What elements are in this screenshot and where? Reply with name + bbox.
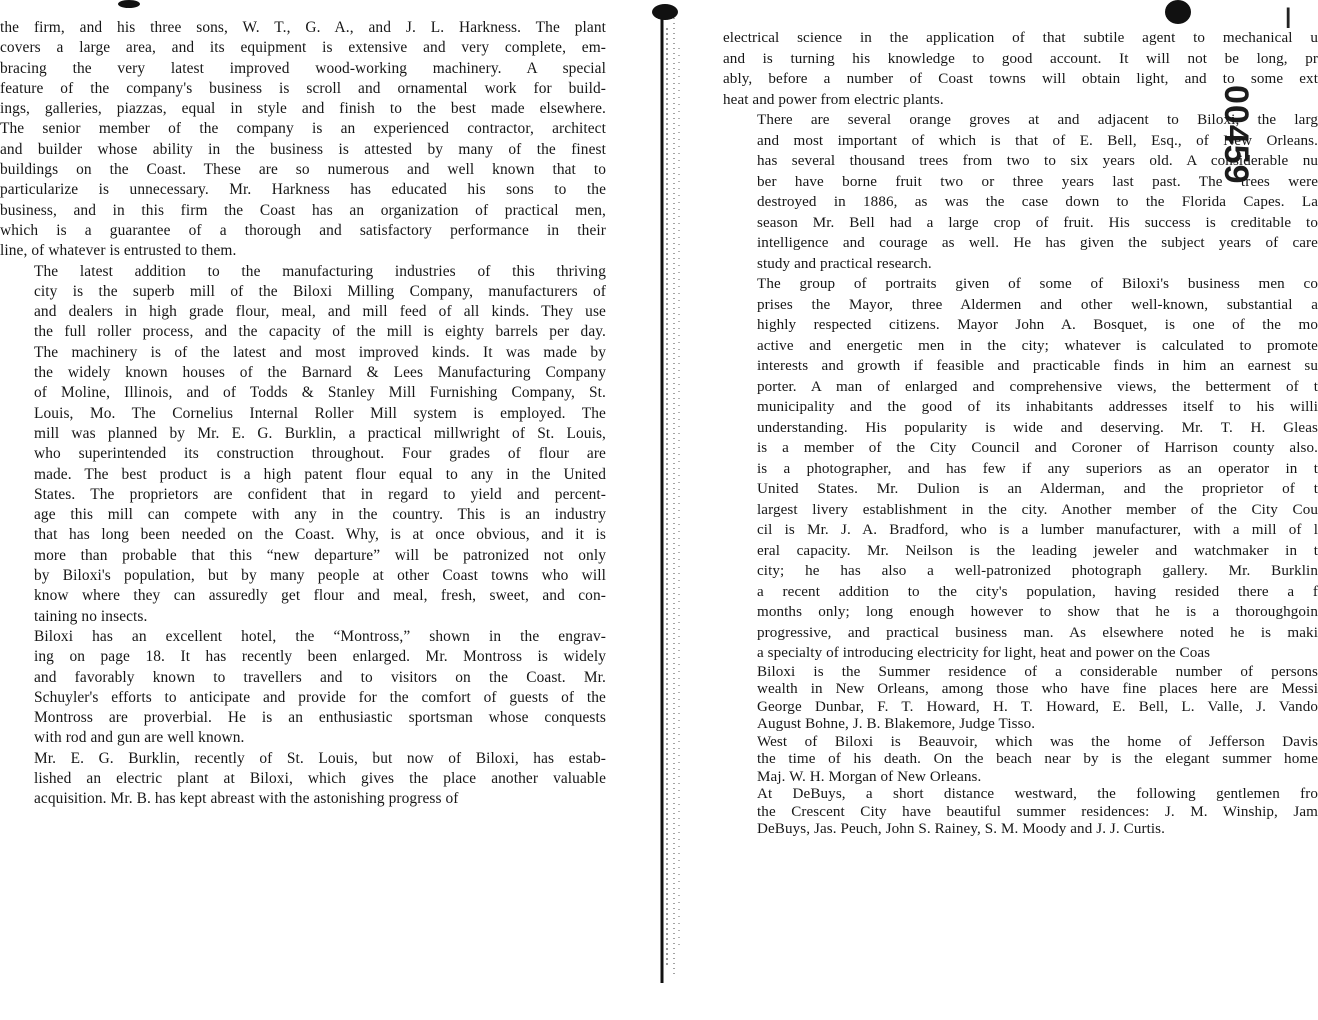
text-line: is a member of the City Council and Coroner of Harrison county also. [757,440,1318,456]
corner-mark: I [1284,2,1293,35]
text-line: largest livery establishment in the city. Another member of the City Cou [757,501,1318,518]
text-line: heat and power from electric plants. [723,91,944,108]
text-line: made. The best product is a high patent flour equal to any in the United [34,465,606,483]
right-text-column [723,28,1318,839]
text-line: progressive, and practical business man. As elsewhere noted he is maki [757,624,1318,641]
text-line: of Moline, Illinois, and of Todds & Stanley Mill Furnishing Company, St. [34,384,606,402]
text-line: The group of portraits given of some of Biloxi's business men co [757,276,1318,292]
text-line: city; he has also a well-patronized photograph gallery. Mr. Burklin [757,563,1318,579]
text-line: Mr. E. G. Burklin, recently of St. Louis, but now of Biloxi, has estab- [34,749,606,767]
text-line: prises the Mayor, three Aldermen and other well-known, substantial a [757,296,1318,313]
text-line: the time of his death. On the beach near by is the elegant summer home [757,751,1318,767]
ink-blot-top-left [118,0,140,8]
text-line: ing on page 18. It has recently been enlarged. Mr. Montross is widely [34,648,606,666]
left-text-column [0,18,606,810]
paragraph [0,627,606,749]
text-line: At DeBuys, a short distance westward, the following gentlemen fro [757,786,1318,802]
paragraph [0,262,606,627]
text-line: active and energetic men in the city; whatever is calculated to promote [757,337,1318,354]
text-line: Montross are proverbial. He is an enthusiastic sportsman whose conquests [34,709,606,727]
text-line: a specialty of introducing electricity for light, heat and power on the Coas [757,645,1211,661]
paragraph [723,734,1318,787]
text-line: porter. A man of enlarged and comprehensive views, the betterment of t [757,378,1318,395]
text-line: Schuyler's efforts to anticipate and provide for the comfort of guests of the [34,688,606,706]
paragraph [723,274,1318,664]
text-line: mill was planned by Mr. E. G. Burklin, a practical millwright of St. Louis, [34,424,606,442]
text-line: season Mr. Bell had a large crop of fruit. His success is creditable to [757,214,1318,231]
text-line: ably, before a number of Coast towns will obtain light, and to some ext [723,71,1318,87]
text-line: know where they can assuredly get flour and meal, fresh, sweet, and con- [34,587,606,605]
text-line: and is turning his knowledge to good account. It will not be long, pr [723,50,1318,67]
ink-blot-top-gutter [652,4,678,20]
paragraph [723,786,1318,839]
text-line: highly respected citizens. Mayor John A. Bosquet, is one of the mo [757,317,1318,333]
text-line: lished an electric plant at Biloxi, which gives the place another valuable [34,769,606,787]
text-line: George Dunbar, F. T. Howard, H. T. Howard, E. Bell, L. Valle, J. Vando [757,698,1318,715]
text-line: the firm, and his three sons, W. T., G. A., and J. L. Harkness. The plant [0,19,606,36]
text-line: age this mill can compete with any in the country. This is an industry [34,506,606,524]
text-line: who superintended its construction throughout. Four grades of flour are [34,445,606,463]
text-line: is a photographer, and has few if any superiors as an operator in t [757,460,1318,477]
text-line: electrical science in the application of that subtile agent to mechanical u [723,30,1318,46]
text-line: Maj. W. H. Morgan of New Orleans. [757,768,982,785]
text-line: study and practical research. [757,255,932,272]
text-line: which is a guarantee of a thorough and satisfactory performance in their [0,221,606,239]
text-line: wealth in New Orleans, among those who have fine places here are Messi [757,681,1318,697]
text-line: Biloxi is the Summer residence of a considerable number of persons [757,663,1318,680]
text-line: has several thousand trees from two to six years old. A considerable nu [757,153,1318,169]
text-line: destroyed in 1886, as was the case down to the Florida Capes. La [757,194,1318,210]
text-line: months only; long enough however to show that he is a thoroughgoin [757,604,1318,620]
text-line: The machinery is of the latest and most improved kinds. It was made by [34,343,606,361]
ink-blot-top-right [1165,0,1191,24]
text-line: business, and in this firm the Coast has an organization of practical men, [0,201,606,219]
text-line: ings, galleries, piazzas, equal in style and finish to the best made elsewhere. [0,100,606,118]
text-line: municipality and the good of its inhabitants addresses itself to his willi [757,399,1318,415]
text-line: eral capacity. Mr. Neilson is the leading jeweler and watchmaker in t [757,542,1318,559]
text-line: intelligence and courage as well. He has given the subject years of care [757,235,1318,251]
text-line: There are several orange groves at and adjacent to Biloxi, the larg [757,112,1318,128]
paragraph [723,28,1318,110]
text-line: Louis, Mo. The Cornelius Internal Roller Mill system is employed. The [34,404,606,422]
text-line: and dealers in high grade flour, meal, and mill feed of all kinds. They use [34,303,606,321]
text-line: cil is Mr. J. A. Bradford, who is a lumber manufacturer, with a mill of l [757,522,1318,538]
paragraph [0,18,606,262]
text-line: interests and growth if feasible and practicable finds in him an earnest su [757,358,1318,374]
archive-stamp-number: 00459 [1217,85,1255,185]
text-line: buildings on the Coast. These are so numerous and well known that to [0,161,606,179]
text-line: taining no insects. [34,607,148,625]
text-line: and favorably known to travellers and to visitors on the Coast. Mr. [34,668,606,686]
text-line: that has long been needed on the Coast. Why, is at once obvious, and it is [34,526,606,544]
text-line: covers a large area, and its equipment is extensive and very complete, em- [0,39,606,57]
text-line: and builder whose ability in the business is attested by many of the finest [0,140,606,158]
text-line: bracing the very latest improved wood-working machinery. A special [0,59,606,77]
text-line: more than probable that this “new departure” will be patronized not only [34,546,606,564]
page-gutter-binding [652,8,686,988]
text-line: August Bohne, J. B. Blakemore, Judge Tisso. [757,716,1036,732]
text-line: West of Biloxi is Beauvoir, which was the home of Jefferson Davis [757,733,1318,750]
text-line: particularize is unnecessary. Mr. Harkness has educated his sons to the [0,181,606,199]
text-line: the Crescent City have beautiful summer residences: J. M. Winship, Jam [757,803,1318,820]
paragraph [723,664,1318,734]
text-line: city is the superb mill of the Biloxi Milling Company, manufacturers of [34,282,606,300]
text-line: understanding. His popularity is wide and deserving. Mr. T. H. Gleas [757,419,1318,436]
text-line: by Biloxi's population, but by many people at other Coast towns who will [34,567,606,585]
text-line: with rod and gun are well known. [34,729,245,747]
text-line: the full roller process, and the capacity of the mill is eighty barrels per day. [34,323,606,341]
text-line: feature of the company's business is scroll and ornamental work for build- [0,79,606,97]
text-line: the widely known houses of the Barnard & Lees Manufacturing Company [34,364,606,382]
text-line: The senior member of the company is an experienced contractor, architect [0,120,606,138]
text-line: and most important of which is that of E. Bell, Esq., of New Orleans. [757,132,1318,149]
paragraph [723,110,1318,274]
text-line: DeBuys, Jas. Peuch, John S. Rainey, S. M. Moody and J. J. Curtis. [757,821,1166,837]
text-line: States. The proprietors are confident that in regard to yield and percent- [34,485,606,503]
text-line: acquisition. Mr. B. has kept abreast with the astonishing progress of [34,790,459,808]
text-line: United States. Mr. Dulion is an Alderman, and the proprietor of t [757,481,1318,497]
text-line: a recent addition to the city's population, having resided there a f [757,583,1318,600]
text-line: ber have borne fruit two or three years last past. The trees were [757,173,1318,190]
text-line: The latest addition to the manufacturing industries of this thriving [34,262,606,280]
paragraph [0,749,606,810]
text-line: Biloxi has an excellent hotel, the “Montross,” shown in the engrav- [34,627,606,645]
text-line: line, of whatever is entrusted to them. [0,242,237,260]
